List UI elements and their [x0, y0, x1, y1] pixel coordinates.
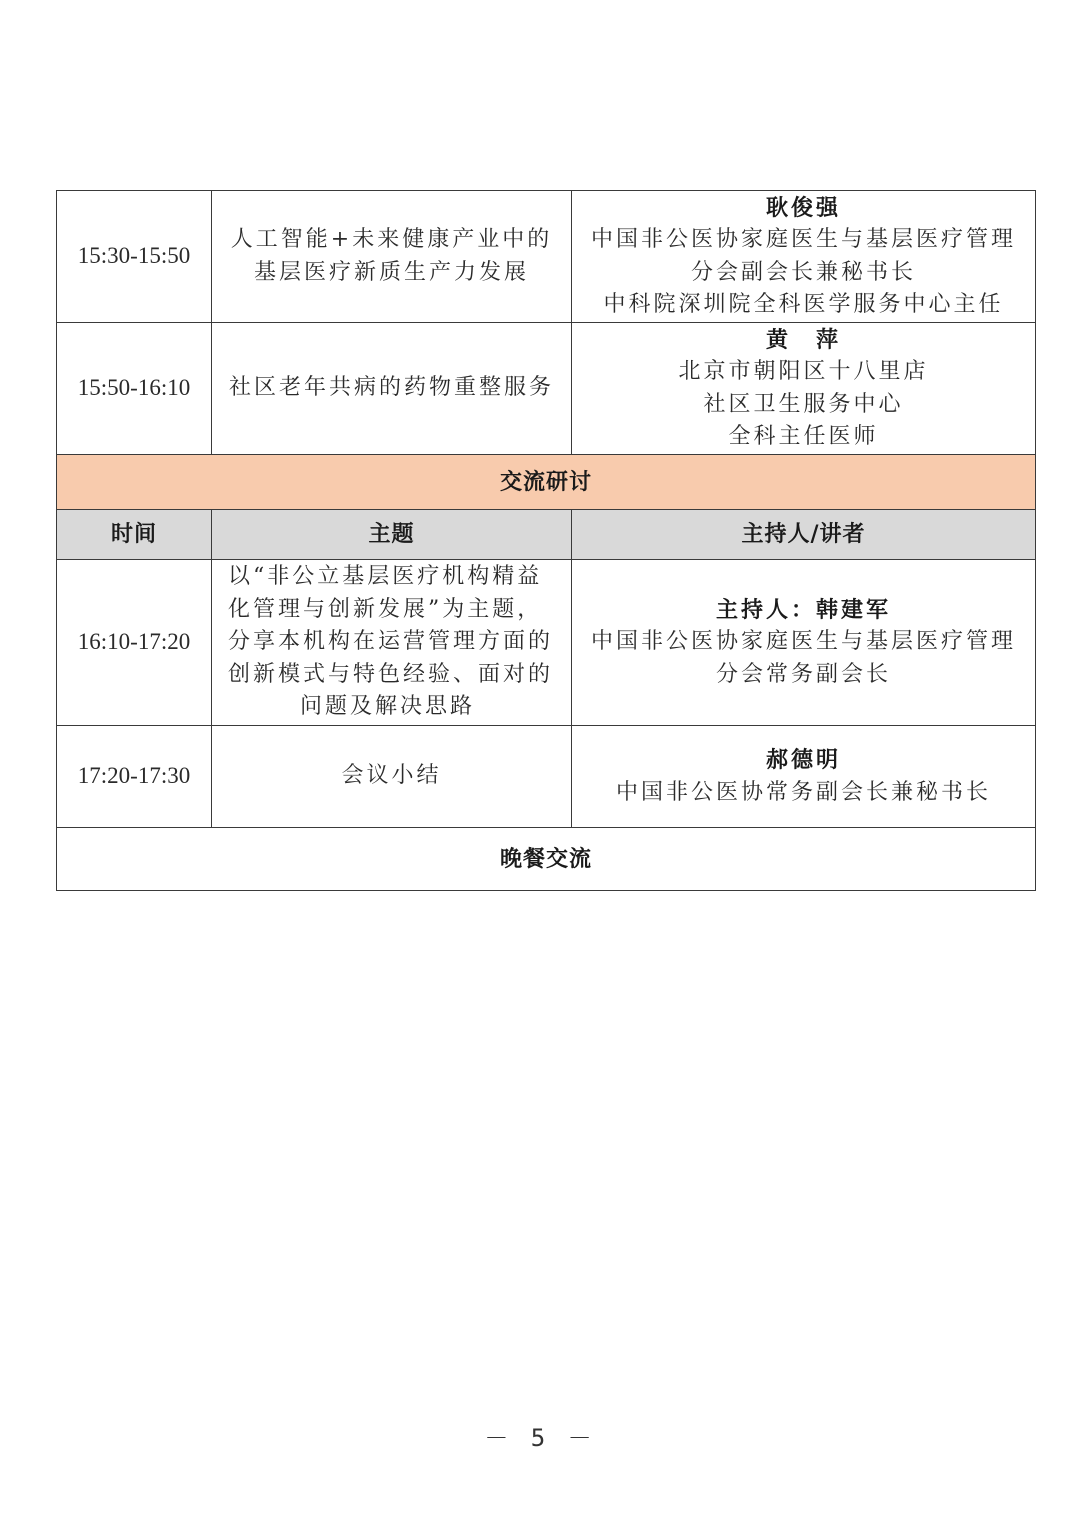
section-row	[57, 455, 1036, 510]
topic-cell	[212, 560, 572, 726]
speaker-title-line: 分会副会长兼秘书长	[690, 259, 916, 285]
topic-line: 会议小结	[341, 763, 442, 789]
speaker-title-line: 中国非公医协家庭医生与基层医疗管理	[590, 227, 1016, 252]
agenda-table	[56, 190, 1036, 891]
topic-line: 创新模式与特色经验、面对的	[228, 661, 554, 687]
column-header-host: 主持人/讲者	[572, 510, 1036, 560]
speaker-title-line: 中国非公医协常务副会长兼秘书长	[615, 779, 991, 805]
dinner-label: 晚餐交流	[57, 828, 1036, 891]
column-header-time: 时间	[57, 510, 212, 560]
speaker-title-line: 中科院深圳院全科医学服务中心主任	[603, 292, 1004, 317]
time-cell: 15:50-16:10	[57, 323, 212, 455]
speaker-cell	[572, 560, 1036, 726]
speaker-name: 耿俊强	[765, 194, 841, 221]
speaker-title-line: 分会常务副会长	[715, 661, 891, 687]
topic-cell	[212, 323, 572, 455]
column-header-topic: 主题	[212, 510, 572, 560]
speaker-cell	[572, 726, 1036, 828]
speaker-name: 郝德明	[765, 747, 841, 773]
dinner-row	[57, 828, 1036, 891]
topic-line: 分享本机构在运营管理方面的	[228, 629, 554, 655]
speaker-cell	[572, 191, 1036, 323]
table-row	[57, 560, 1036, 726]
speaker-title-line: 北京市朝阳区十八里店	[678, 359, 929, 384]
table-row	[57, 323, 1036, 455]
speaker-name: 黄 萍	[765, 326, 841, 353]
speaker-title-line: 社区卫生服务中心	[703, 391, 904, 417]
speaker-cell	[572, 323, 1036, 455]
header-row	[57, 510, 1036, 560]
topic-line: 以“非公立基层医疗机构精益	[228, 564, 543, 590]
host-name: 主持人：韩建军	[715, 596, 891, 623]
table-row	[57, 191, 1036, 323]
time-cell: 16:10-17:20	[57, 560, 212, 726]
topic-line: 问题及解决思路	[299, 694, 475, 720]
time-cell: 15:30-15:50	[57, 191, 212, 323]
speaker-title-line: 中国非公医协家庭医生与基层医疗管理	[590, 629, 1016, 655]
page-number: － 5 －	[484, 1424, 596, 1452]
topic-line: 化管理与创新发展”为主题，	[228, 596, 543, 622]
speaker-title-line: 全科主任医师	[728, 424, 879, 449]
section-title: 交流研讨	[57, 455, 1036, 510]
topic-line: 社区老年共病的药物重整服务	[228, 375, 554, 401]
topic-line: 人工智能+未来健康产业中的	[230, 227, 553, 252]
topic-line: 基层医疗新质生产力发展	[253, 259, 529, 285]
time-cell: 17:20-17:30	[57, 726, 212, 828]
topic-cell	[212, 726, 572, 828]
topic-cell	[212, 191, 572, 323]
table-row	[57, 726, 1036, 828]
